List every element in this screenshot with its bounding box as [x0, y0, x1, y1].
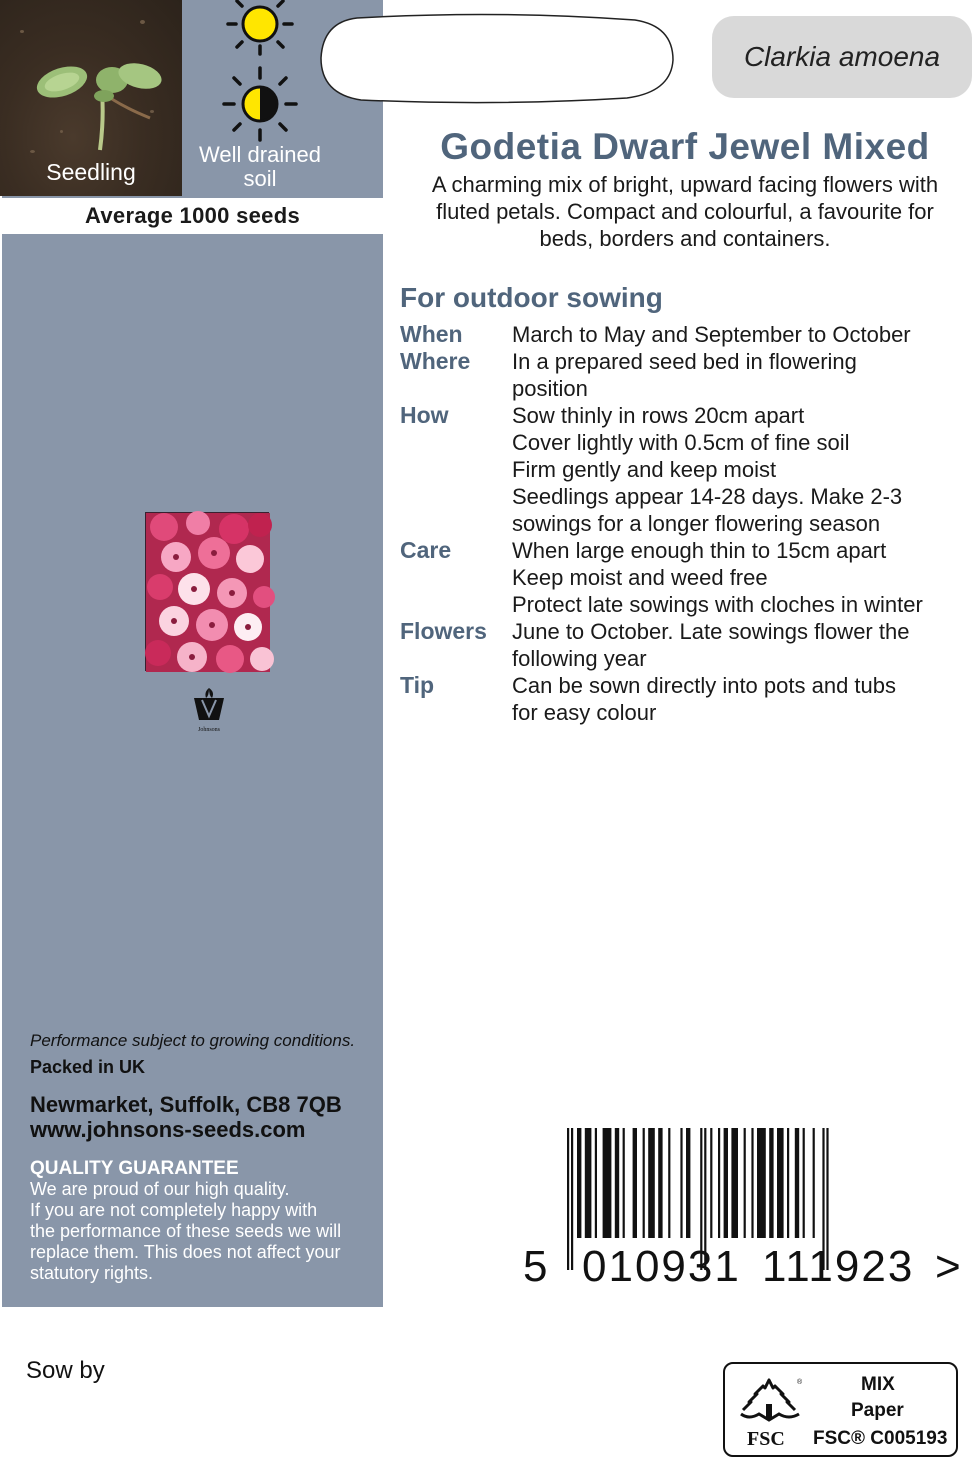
product-description	[400, 171, 970, 252]
sowing-term: When	[400, 321, 463, 347]
johnsons-brand-icon	[190, 686, 228, 734]
guarantee-line: the performance of these seeds we will	[30, 1221, 342, 1241]
website-link[interactable]: www.johnsons-seeds.com	[30, 1117, 306, 1142]
detail-line: sowings for a longer flowering season	[512, 511, 881, 536]
seedling-photo	[0, 0, 182, 196]
partial-shade-icon	[222, 66, 298, 142]
detail-line: Firm gently and keep moist	[512, 457, 777, 482]
sowing-row-where	[400, 348, 972, 402]
fsc-tree-icon	[739, 1374, 801, 1426]
performance-disclaimer: Performance subject to growing conditions.	[30, 1031, 356, 1050]
soil-label-line-1: Well drained	[199, 142, 321, 167]
detail-line: Keep moist and weed free	[512, 565, 768, 590]
blank-label-area	[317, 14, 676, 104]
sowing-detail	[512, 321, 972, 348]
sowing-row-care	[400, 537, 972, 618]
guarantee-line: statutory rights.	[30, 1263, 154, 1283]
sowing-term: Where	[400, 348, 471, 374]
sowing-detail	[512, 348, 972, 402]
detail-line: In a prepared seed bed in flowering	[512, 349, 857, 374]
description-line: A charming mix of bright, upward facing flowers with	[431, 172, 939, 197]
product-title: Godetia Dwarf Jewel Mixed	[440, 126, 930, 167]
brand-small-text: Johnsons	[197, 727, 221, 733]
sowing-instructions	[400, 321, 972, 726]
sowing-term: Tip	[400, 672, 435, 698]
fsc-mix: MIX	[861, 1374, 895, 1395]
sowing-term: Care	[400, 537, 452, 563]
detail-line: for easy colour	[512, 700, 657, 725]
species-name: Clarkia amoena	[712, 16, 972, 98]
detail-line: position	[512, 376, 588, 401]
guarantee-line: replace them. This does not affect your	[30, 1242, 341, 1262]
sowing-term: Flowers	[400, 618, 487, 644]
detail-line: March to May and September to October	[512, 322, 911, 347]
detail-line: Cover lightly with 0.5cm of fine soil	[512, 430, 850, 455]
fsc-paper: Paper	[851, 1400, 904, 1421]
sowing-detail	[512, 672, 972, 726]
sowing-term: How	[400, 402, 449, 428]
svg-text:®: ®	[797, 1379, 803, 1386]
detail-line: When large enough thin to 15cm apart	[512, 538, 887, 563]
godetia-flowers-image	[146, 513, 270, 672]
sowing-row-when	[400, 321, 972, 348]
seed-count: Average 1000 seeds	[2, 198, 383, 234]
detail-line: June to October. Late sowings flower the	[512, 619, 910, 644]
barcode-marker: >	[935, 1242, 963, 1291]
barcode-first-digit: 5	[523, 1242, 550, 1291]
fsc-certification	[723, 1362, 958, 1457]
sowing-detail	[512, 402, 972, 537]
fsc-word: FSC	[747, 1428, 785, 1450]
barcode-group-1: 010931	[582, 1242, 741, 1291]
sowing-heading: For outdoor sowing	[400, 282, 663, 313]
guarantee-line: We are proud of our high quality.	[30, 1179, 290, 1199]
sowing-row-how	[400, 402, 972, 537]
detail-line: Can be sown directly into pots and tubs	[512, 673, 897, 698]
sow-by-label: Sow by	[26, 1357, 105, 1384]
full-sun-icon	[222, 0, 298, 56]
detail-line: Seedlings appear 14-28 days. Make 2-3	[512, 484, 903, 509]
guarantee-line: If you are not completely happy with	[30, 1200, 318, 1220]
detail-line: following year	[512, 646, 647, 671]
sowing-row-flowers	[400, 618, 972, 672]
seedling-label: Seedling	[46, 159, 136, 185]
soil-label	[184, 143, 336, 191]
sowing-detail	[512, 537, 972, 618]
address-line: Newmarket, Suffolk, CB8 7QB	[30, 1092, 342, 1117]
barcode-group-2: 111923	[762, 1242, 915, 1291]
detail-line: Protect late sowings with cloches in winter	[512, 592, 923, 617]
detail-line: Sow thinly in rows 20cm apart	[512, 403, 805, 428]
sowing-row-tip	[400, 672, 972, 726]
soil-label-line-2: soil	[243, 166, 277, 191]
packed-in: Packed in UK	[30, 1057, 146, 1077]
fsc-code: FSC® C005193	[813, 1428, 948, 1449]
guarantee-title: QUALITY GUARANTEE	[30, 1158, 239, 1179]
company-address	[30, 1092, 342, 1142]
sowing-detail	[512, 618, 972, 672]
description-line: beds, borders and containers.	[539, 226, 831, 251]
flower-photo	[145, 512, 269, 671]
description-line: fluted petals. Compact and colourful, a favourite for	[436, 199, 934, 224]
quality-guarantee	[30, 1158, 375, 1284]
